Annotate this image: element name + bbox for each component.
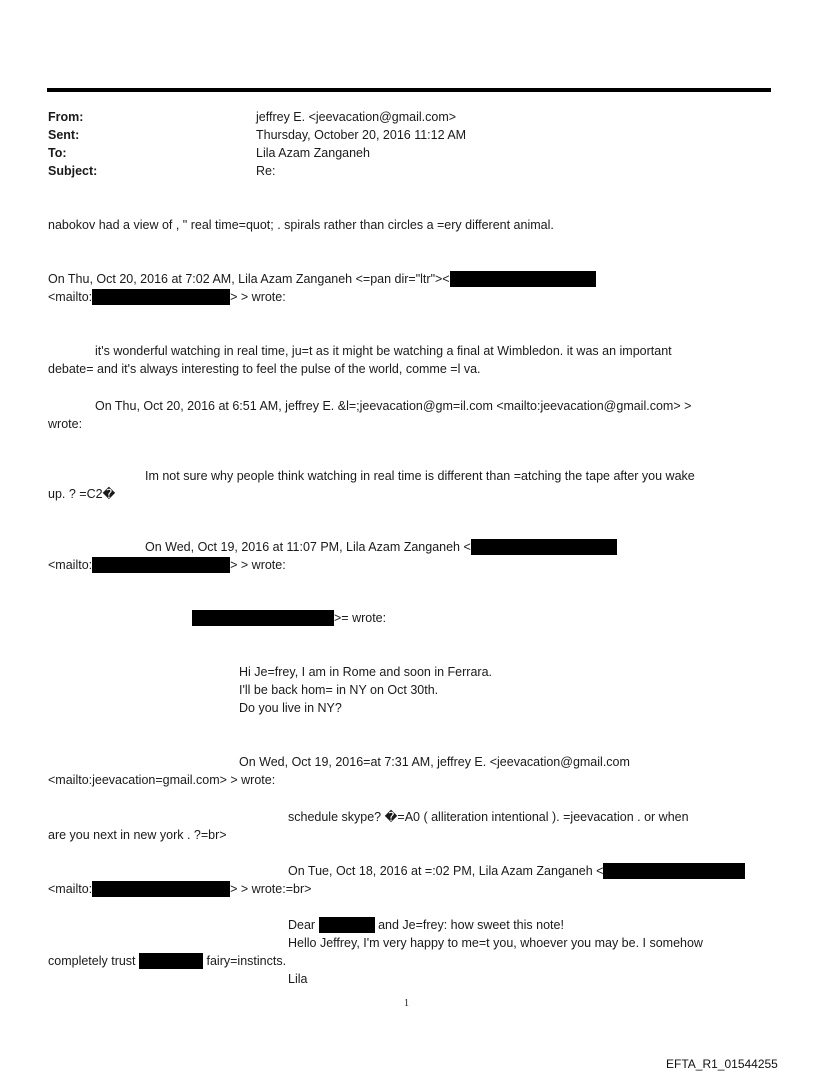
quote-header-text: On Wed, Oct 19, 2016 at 11:07 PM, Lila Azam Zanganeh <: [145, 540, 471, 554]
body-line: nabokov had a view of , " real time=quot; . spirals rather than circles a =ery different animal.: [48, 218, 554, 232]
mailto-suffix: > > wrote:: [230, 290, 286, 304]
body-line: [48, 953, 286, 969]
quote-header-text: On Tue, Oct 18, 2016 at =:02 PM, Lila Azam Zanganeh <: [288, 864, 604, 878]
greeting-suffix: and Je=frey: how sweet this note!: [378, 918, 564, 932]
body-line: [288, 917, 564, 933]
redaction-block: [92, 881, 230, 897]
sent-label: Sent:: [48, 128, 80, 142]
body-line: Im not sure why people think watching in real time is different than =atching the tape after you wake: [145, 469, 695, 483]
quote-suffix: >= wrote:: [334, 611, 387, 625]
body-line: up. ? =C2�: [48, 487, 116, 501]
bates-number: EFTA_R1_01544255: [666, 1057, 778, 1071]
trust-prefix: completely trust: [48, 954, 136, 968]
body-line: are you next in new york . ?=br>: [48, 828, 227, 842]
body-line: it's wonderful watching in real time, ju=t as it might be watching a final at Wimbledon. it was an important: [95, 344, 672, 358]
mailto-line: [48, 881, 311, 897]
mailto-line: [48, 557, 286, 573]
quote-line: [192, 610, 386, 626]
quote-header-text: On Wed, Oct 19, 2016=at 7:31 AM, jeffrey E. <jeevacation@gmail.com: [239, 755, 630, 769]
body-line: wrote:: [48, 417, 83, 431]
greeting-prefix: Dear: [288, 918, 316, 932]
body-line: I'll be back hom= in NY on Oct 30th.: [239, 683, 439, 697]
redaction-block: [319, 917, 375, 933]
quote-header-text: On Thu, Oct 20, 2016 at 6:51 AM, jeffrey E. &l=;jeevacation@gm=il.com <mailto:jeevacation@gmail.com> >: [95, 399, 692, 413]
body-line: <mailto:jeevacation=gmail.com> > wrote:: [48, 773, 276, 787]
redaction-block: [450, 271, 596, 287]
body-line: Do you live in NY?: [239, 701, 342, 715]
quote-header-line: [288, 863, 745, 879]
body-line: schedule skype? �=A0 ( alliteration intentional ). =jeevacation . or when: [288, 810, 689, 824]
redaction-block: [192, 610, 334, 626]
redaction-block: [92, 289, 230, 305]
subject-value: Re:: [256, 164, 276, 178]
mailto-line: [48, 289, 286, 305]
redaction-block: [603, 863, 745, 879]
to-value: Lila Azam Zanganeh: [256, 146, 370, 160]
body-line: Hello Jeffrey, I'm very happy to me=t you, whoever you may be. I somehow: [288, 936, 703, 950]
quote-header-text: On Thu, Oct 20, 2016 at 7:02 AM, Lila Azam Zanganeh <=pan dir="ltr"><: [48, 272, 450, 286]
quote-header-line: [48, 271, 596, 287]
sent-value: Thursday, October 20, 2016 11:12 AM: [256, 128, 467, 142]
mailto-suffix: > > wrote:=br>: [230, 882, 312, 896]
page-number: 1: [404, 998, 409, 1009]
redaction-block: [139, 953, 203, 969]
mailto-prefix: <mailto:: [48, 558, 93, 572]
body-line: debate= and it's always interesting to feel the pulse of the world, comme =l va.: [48, 362, 481, 376]
mailto-prefix: <mailto:: [48, 290, 93, 304]
trust-suffix: fairy=instincts.: [206, 954, 287, 968]
redaction-block: [471, 539, 617, 555]
quote-header-line: [145, 539, 617, 555]
redaction-block: [92, 557, 230, 573]
mailto-suffix: > > wrote:: [230, 558, 286, 572]
signature: Lila: [288, 972, 308, 986]
from-value: jeffrey E. <jeevacation@gmail.com>: [256, 110, 457, 124]
to-label: To:: [48, 146, 67, 160]
from-label: From:: [48, 110, 84, 124]
body-line: Hi Je=frey, I am in Rome and soon in Ferrara.: [239, 665, 492, 679]
mailto-prefix: <mailto:: [48, 882, 93, 896]
subject-label: Subject:: [48, 164, 98, 178]
header-rule: [47, 88, 771, 92]
